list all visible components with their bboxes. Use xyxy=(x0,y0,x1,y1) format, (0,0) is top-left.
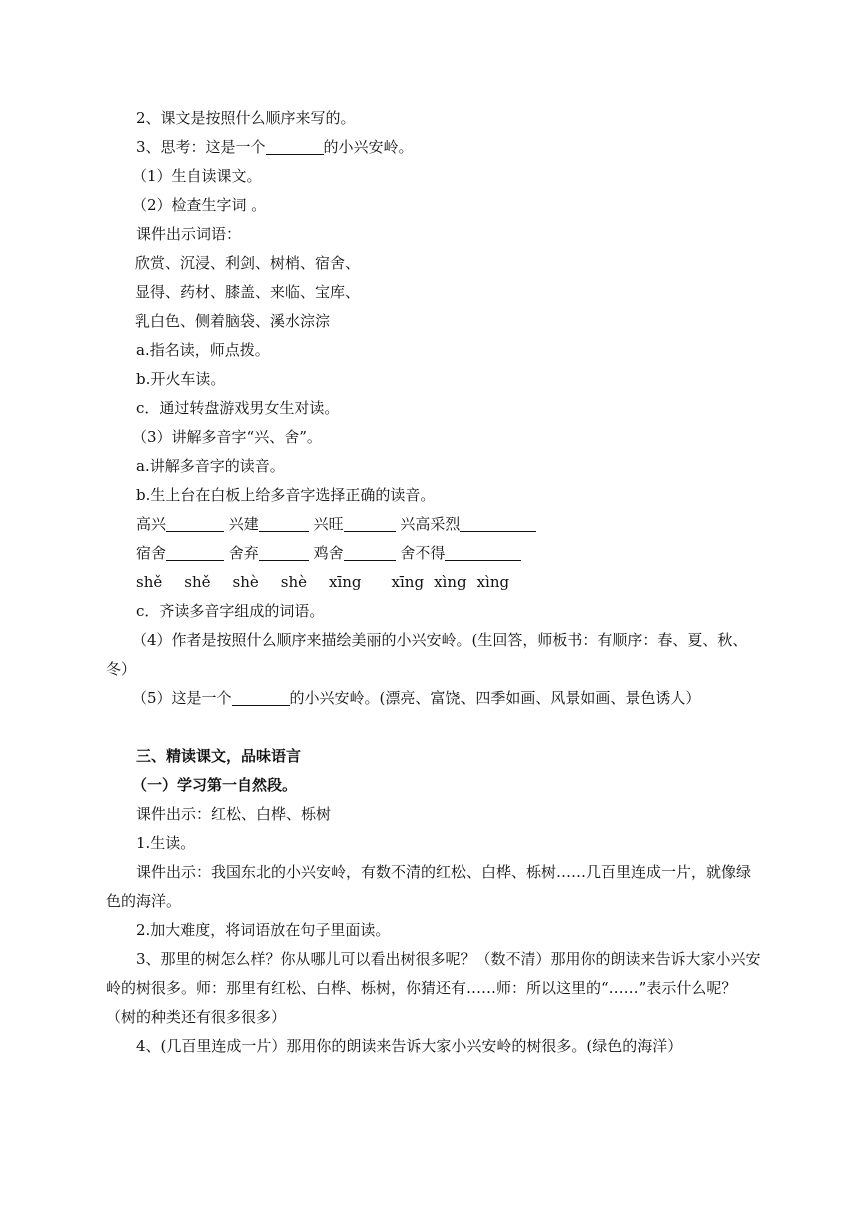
line-she-words: 宿舍 舍弃 鸡舍 舍不得 xyxy=(136,539,762,568)
fill-blank xyxy=(166,516,224,532)
line-step3: （3）讲解多音字“兴、舍”。 xyxy=(132,428,322,446)
subsection-heading: （一）学习第一自然段。 xyxy=(132,776,298,794)
line-1-read: 1.生读。 xyxy=(136,834,196,852)
line-pinyin-options: shě shě shè shè xīng xīng xìng xìng xyxy=(136,573,510,591)
line-words2: 显得、药材、膝盖、来临、宝库、 xyxy=(135,283,361,301)
line-words3: 乳白色、侧着脑袋、溪水淙淙 xyxy=(135,312,331,330)
line-courseware-trees: 课件出示：红松、白桦、栎树 xyxy=(136,805,332,823)
para-step4: （4）作者是按照什么顺序来描绘美丽的小兴安岭。(生回答，师板书：有顺序：春、夏、秋、冬） xyxy=(106,631,748,678)
fill-blank xyxy=(232,690,290,706)
fill-blank xyxy=(460,516,536,532)
para-item3: 3、那里的树怎么样？你从哪儿可以看出树很多呢？（数不清）那用你的朗读来告诉大家小兴安岭的树很多。师：那里有红松、白桦、栎树，你猜还有……师：所以这里的“……”表示什么呢？（树的种类还有很多很多） xyxy=(106,950,761,1026)
para-item4: 4、(几百里连成一片）那用你的朗读来告诉大家小兴安岭的树很多。(绿色的海洋） xyxy=(136,1037,683,1055)
para-step5: （5）这是一个 的小兴安岭。(漂亮、富饶、四季如画、风景如画、景色诱人） xyxy=(132,689,701,707)
line-b-board: b.生上台在白板上给多音字选择正确的读音。 xyxy=(136,486,436,504)
line-words1: 欣赏、沉浸、利剑、树梢、宿舍、 xyxy=(135,254,361,272)
fill-blank xyxy=(445,545,521,561)
line-c-readall: c．齐读多音字组成的词语。 xyxy=(136,602,325,620)
fill-blank xyxy=(259,516,309,532)
line-c-game: c．通过转盘游戏男女生对读。 xyxy=(136,399,340,417)
line-a-explain: a.讲解多音字的读音。 xyxy=(136,457,285,475)
line-step2: （2）检查生字词 。 xyxy=(132,196,267,214)
line-q3: 3、思考：这是一个 的小兴安岭。 xyxy=(136,138,414,156)
fill-blank xyxy=(266,139,324,155)
line-a-read: a.指名读，师点拨。 xyxy=(136,341,270,359)
line-q2: 2、课文是按照什么顺序来写的。 xyxy=(136,109,356,127)
fill-blank xyxy=(344,545,396,561)
line-courseware: 课件出示词语： xyxy=(136,225,242,243)
fill-blank xyxy=(344,516,396,532)
line-2-harder: 2.加大难度，将词语放在句子里面读。 xyxy=(136,921,391,939)
fill-blank xyxy=(259,545,309,561)
section-heading: 三、精读课文，品味语言 xyxy=(136,747,302,765)
document-body xyxy=(106,104,762,1061)
fill-blank xyxy=(166,545,224,561)
para-courseware-sentence: 课件出示：我国东北的小兴安岭，有数不清的红松、白桦、栎树……几百里连成一片，就像绿色的海洋。 xyxy=(106,863,752,910)
line-xing-words: 高兴 兴建 兴旺 兴高采烈 xyxy=(136,510,762,539)
line-step1: （1）生自读课文。 xyxy=(132,167,262,185)
line-b-train: b.开火车读。 xyxy=(136,370,226,388)
